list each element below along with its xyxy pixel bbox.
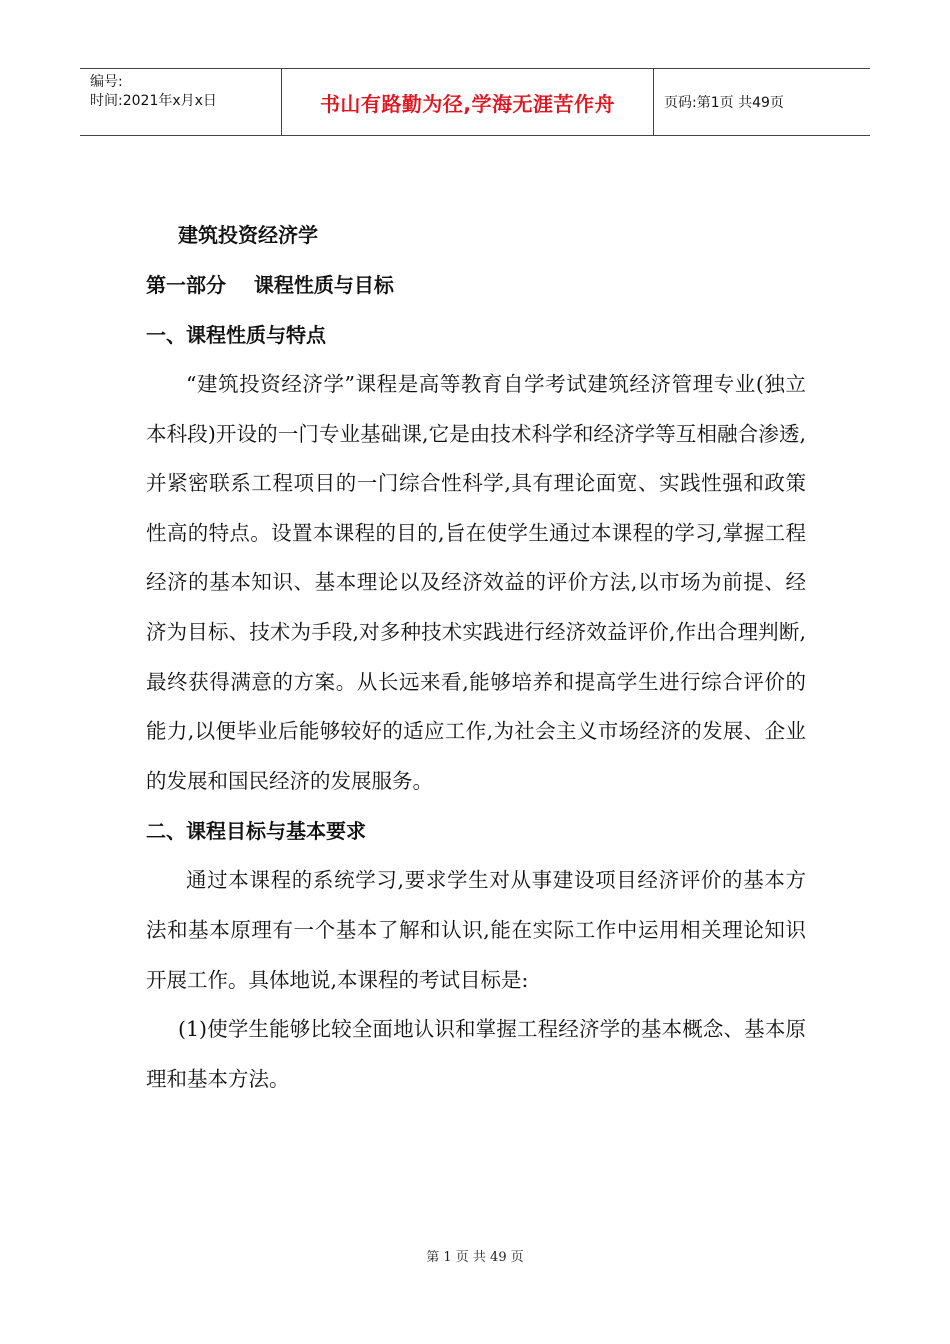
page-footer: 第 1 页 共 49 页 bbox=[426, 1250, 524, 1265]
page-header bbox=[80, 68, 870, 136]
document-title: 建筑投资经济学 bbox=[178, 223, 318, 247]
section-heading-2: 二、课程目标与基本要求 bbox=[146, 819, 366, 844]
part-heading: 第一部分 课程性质与目标 bbox=[146, 273, 394, 297]
document-time: 时间:2021年x月x日 bbox=[90, 93, 217, 109]
header-motto: 书山有路勤为径,学海无涯苦作舟 bbox=[282, 69, 654, 135]
section-heading-1: 一、课程性质与特点 bbox=[146, 323, 326, 347]
document-body bbox=[146, 210, 806, 1104]
header-meta bbox=[80, 69, 282, 135]
section-2-paragraph: 通过本课程的系统学习,要求学生对从事建设项目经济评价的基本方法和基本原理有一个基本了解和认识,能在实际工作中运用相关理论知识开展工作。具体地说,本课程的考试目标是: bbox=[146, 868, 806, 992]
header-page-info: 页码:第1页 共49页 bbox=[664, 95, 784, 111]
objective-item-1: (1)使学生能够比较全面地认识和掌握工程经济学的基本概念、基本原理和基本方法。 bbox=[146, 1017, 806, 1091]
document-number-label: 编号: bbox=[90, 74, 123, 90]
section-1-paragraph: “建筑投资经济学”课程是高等教育自学考试建筑经济管理专业(独立本科段)开设的一门专业基础课,它是由技术科学和经济学等互相融合渗透,并紧密联系工程项目的一门综合性科学,具有理论面宽、实践性强和政策性高的特点。设置本课程的目的,旨在使学生通过本课程的学习,掌握工程经济的基本知识、基本理论以及经济效益的评价方法,以市场为前提、经济为目标、技术为手段,对多种技术实践进行经济效益评价,作出合理判断,最终获得满意的方案。从长远来看,能够培养和提高学生进行综合评价的能力,以便毕业后能够较好的适应工作,为社会主义市场经济的发展、企业的发展和国民经济的发展服务。 bbox=[146, 372, 806, 793]
